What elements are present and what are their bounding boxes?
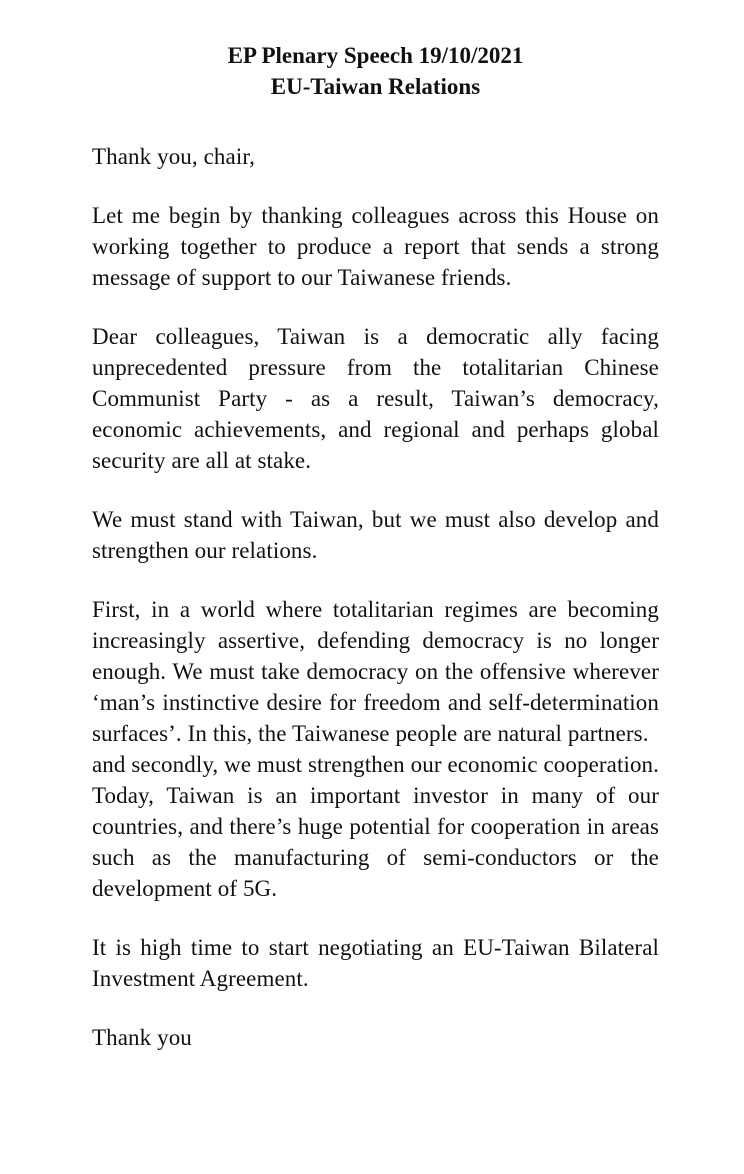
paragraph-democracy: First, in a world where totalitarian regimes are becoming increasingly assertive, defending democracy is no longer enough. We must take democracy on the offensive wherever ‘man’s instinctive desire for freedom and self-determination surfaces’. In this, the Taiwanese people are natural partners.	[92, 597, 659, 746]
paragraph-economic-cooperation: and secondly, we must strengthen our economic cooperation. Today, Taiwan is an important investor in many of our countries, and there’s huge potential for cooperation in areas such as the manufacturing of semi-conductors or the development of 5G.	[92, 752, 660, 901]
paragraph-pressure: Dear colleagues, Taiwan is a democratic ally facing unprecedented pressure from the totalitarian Chinese Communist Party - as a result, Taiwan’s democracy, economic achievements, and regional and perhaps global security are all at stake.	[92, 324, 659, 473]
paragraph-greeting: Thank you, chair,	[92, 144, 256, 169]
paragraph-investment-agreement: It is high time to start negotiating an EU-Taiwan Bilateral Investment Agreement.	[92, 935, 659, 991]
title-line-1: EP Plenary Speech 19/10/2021	[227, 43, 524, 68]
document-page	[92, 40, 659, 1053]
paragraph-stand-with-taiwan: We must stand with Taiwan, but we must also develop and strengthen our relations.	[92, 507, 659, 563]
paragraph-thanks: Let me begin by thanking colleagues across this House on working together to produce a report that sends a strong message of support to our Taiwanese friends.	[92, 203, 659, 290]
title-line-2: EU-Taiwan Relations	[270, 74, 481, 99]
paragraph-closing: Thank you	[92, 1025, 192, 1050]
document-title	[92, 40, 659, 102]
